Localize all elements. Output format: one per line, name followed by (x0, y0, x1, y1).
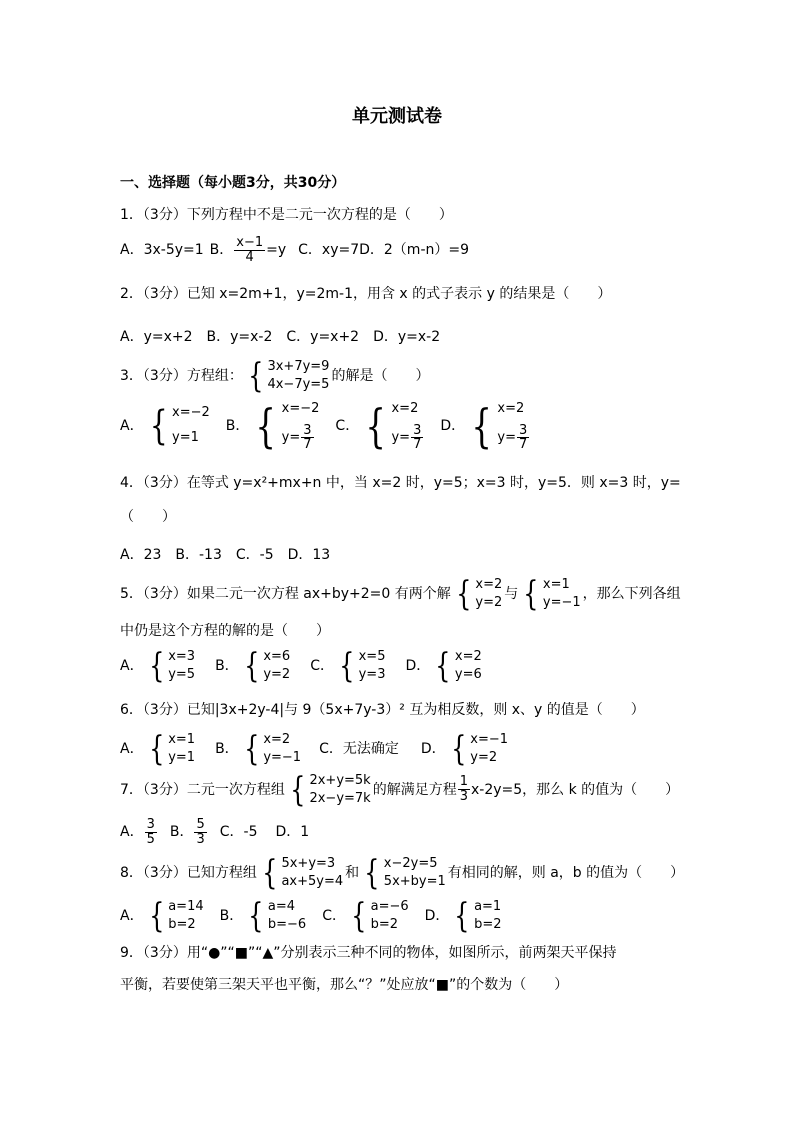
option-b-label: B． (219, 907, 244, 924)
sys-row: y=2 (263, 666, 291, 682)
question-7-stem (120, 769, 680, 810)
option-d-label: D． (440, 417, 466, 434)
equation-1: 5x+y=3 (281, 856, 336, 871)
sys-row: a=−6 (370, 899, 409, 914)
system-2: { x−2y=5 5x+by=1 (364, 852, 446, 893)
question-9-stem: 9．（3分）用“●”“■”“▲”分别表示三种不同的物体，如图所示，前两架天平保持 (120, 945, 617, 961)
question-3-options (120, 400, 532, 452)
sys-row: y= (497, 429, 517, 445)
sys-row: b=2 (474, 916, 502, 932)
option-c: C．无法确定 (319, 740, 399, 757)
option-c-label: C． (335, 417, 360, 434)
question-7-options (120, 818, 309, 846)
equation-2: 2x−y=7k (309, 790, 371, 806)
option-b-label: B． (169, 824, 194, 841)
sys-row: y=6 (454, 666, 482, 682)
question-5-stem (120, 573, 681, 614)
option-b-label: B． (215, 657, 239, 674)
numerator: x−1 (236, 235, 264, 250)
question-2-options: A．y=x+2 B．y=x-2 C．y=x+2 D．y=x-2 (120, 329, 441, 345)
sys-row: y=3 (358, 666, 386, 682)
question-5-suffix: ，那么下列各组 (582, 585, 681, 602)
solution-2-system: { x=1 y=−1 (523, 573, 581, 614)
denominator: 4 (245, 249, 254, 265)
option-a-system: { x=−2 y=1 (149, 402, 210, 449)
question-1-stem: 1．（3分）下列方程中不是二元一次方程的是（ ） (120, 207, 453, 223)
denominator: 5 (146, 831, 155, 847)
numerator: 3 (519, 422, 528, 438)
option-d-system: { x=2 y= $\frac{3}{7}$ (467, 400, 530, 452)
sys-row: x=5 (358, 649, 386, 664)
question-7-connector: 的解满足方程 (372, 781, 457, 798)
equation-1: 2x+y=5k (309, 773, 371, 788)
question-1-options (120, 236, 469, 264)
denominator: 7 (303, 437, 312, 453)
page-title: 单元测试卷 (352, 106, 442, 127)
option-c: C．-5 (219, 824, 258, 841)
equation-2: 4x−7y=5 (267, 376, 330, 392)
option-b-label: B． (225, 417, 250, 434)
option-c-label: C． (310, 657, 334, 674)
question-9-stem-line2: 平衡，若要使第三架天平也平衡，那么“？”处应放“■”的个数为（ ） (120, 977, 569, 993)
option-b-system: { x=6 y=2 (243, 645, 291, 686)
sys-row: x=2 (497, 401, 525, 416)
numerator: 1 (459, 774, 468, 790)
fraction (301, 424, 313, 452)
equation-2: 5x+by=1 (383, 873, 446, 889)
question-6-stem: 6．（3分）已知|3x+2y-4|与 9（5x+7y-3）² 互为相反数，则 x、y 的值是（ ） (120, 702, 645, 718)
option-c-label: C． (322, 907, 346, 924)
denominator: 3 (196, 831, 205, 847)
option-b-system: { a=4 b=−6 (248, 895, 307, 936)
sys-row: y=−1 (542, 594, 581, 610)
option-d: D．2（m-n）=9 (359, 242, 470, 259)
sys-row: y=5 (168, 666, 196, 682)
question-5-prefix: 5．（3分）如果二元一次方程 ax+by+2=0 有两个解 (120, 585, 451, 602)
question-3-suffix: 的解是（ ） (331, 367, 430, 384)
option-a-system: { a=14 b=2 (148, 895, 204, 936)
section-heading: 一、选择题（每小题3分，共30分） (120, 175, 346, 191)
numerator: 5 (196, 817, 205, 832)
option-c: C．xy=7 (298, 242, 360, 259)
sys-row: x=−2 (172, 405, 210, 421)
option-c-system: { a=−6 b=2 (351, 895, 409, 936)
denominator: 7 (519, 437, 528, 453)
option-b-label: B． (215, 740, 239, 757)
equation-1: 3x+7y=9 (267, 359, 330, 374)
solution-1-system: { x=2 y=2 (456, 573, 503, 614)
numerator: 3 (146, 817, 155, 832)
sys-row: y=1 (168, 749, 196, 765)
question-7-prefix: 7．（3分）二元一次方程组 (120, 781, 285, 798)
option-b-system: { x=−2 y= $\frac{3}{7}$ (255, 398, 320, 453)
question-4-answer-blank: （ ） (120, 509, 176, 525)
equation-system: { 3x+7y=9 4x−7y=5 (248, 355, 330, 396)
denominator: 3 (459, 789, 468, 805)
question-6-options (120, 728, 510, 769)
equation-2: ax+5y=4 (281, 873, 344, 889)
option-a-label: A． (120, 417, 144, 434)
sys-row: a=4 (267, 899, 296, 914)
system-1: { 5x+y=3 ax+5y=4 (262, 852, 344, 893)
option-a-system: { x=3 y=5 (148, 645, 196, 686)
sys-row: y= (281, 429, 301, 445)
option-c-system: { x=5 y=3 (339, 645, 386, 686)
sys-row: y=−1 (263, 749, 302, 765)
question-8-stem (120, 852, 685, 893)
sys-row: x=2 (475, 577, 503, 592)
sys-row: a=14 (168, 899, 204, 914)
sys-row: y=2 (470, 749, 498, 765)
option-a-label: A． (120, 740, 144, 757)
question-8-connector: 和 (345, 864, 360, 881)
question-5-stem-line2: 中仍是这个方程的解的是（ ） (120, 623, 330, 639)
option-c-system: { x=2 y= $\frac{3}{7}$ (361, 400, 424, 452)
option-d-system: { x=−1 y=2 (450, 728, 509, 769)
sys-row: x=1 (168, 732, 196, 747)
option-d-system: { x=2 y=6 (435, 645, 482, 686)
equation-system: { 2x+y=5k 2x−y=7k (290, 769, 371, 810)
option-d-label: D． (424, 907, 450, 924)
sys-row: x=−1 (470, 732, 509, 747)
option-a: A．3x-5y=1 (120, 242, 204, 259)
option-d: D．1 (275, 824, 310, 841)
option-b-tail: =y (266, 242, 287, 259)
option-a-label: A． (120, 824, 144, 841)
option-b: B． (209, 242, 234, 259)
fraction (234, 236, 265, 264)
sys-row: y=1 (172, 429, 199, 445)
question-4-options: A．23 B．-13 C．-5 D．13 (120, 547, 331, 563)
fraction (194, 818, 206, 846)
question-5-options (120, 645, 484, 686)
sys-row: b=2 (370, 916, 399, 932)
numerator: 3 (413, 422, 422, 438)
fraction (517, 424, 529, 452)
option-a-label: A． (120, 907, 144, 924)
question-3-stem (120, 355, 430, 396)
denominator: 7 (413, 437, 422, 453)
option-a-system: { x=1 y=1 (148, 728, 196, 769)
numerator: 3 (303, 422, 312, 438)
option-d-label: D． (420, 740, 446, 757)
question-2-stem: 2．（3分）已知 x=2m+1，y=2m-1，用含 x 的式子表示 y 的结果是（ ） (120, 286, 612, 302)
sys-row: x=3 (168, 649, 196, 664)
option-d-label: D． (405, 657, 431, 674)
sys-row: x=6 (263, 649, 291, 664)
sys-row: y=2 (475, 594, 503, 610)
question-8-suffix: 有相同的解，则 a，b 的值为（ ） (447, 864, 685, 881)
sys-row: x=−2 (281, 401, 320, 416)
sys-row: y= (391, 429, 411, 445)
sys-row: b=2 (168, 916, 196, 932)
sys-row: x=1 (542, 577, 570, 592)
question-4-stem: 4．（3分）在等式 y=x²+mx+n 中，当 x=2 时，y=5；x=3 时，y=5．则 x=3 时，y= (120, 475, 681, 491)
question-8-options (120, 895, 503, 936)
sys-row: x=2 (263, 732, 291, 747)
option-b-system: { x=2 y=−1 (243, 728, 302, 769)
question-8-prefix: 8．（3分）已知方程组 (120, 864, 257, 881)
sys-row: x=2 (391, 401, 419, 416)
option-a-label: A． (120, 657, 144, 674)
question-5-connector: 与 (504, 585, 519, 602)
option-d-system: { a=1 b=2 (454, 895, 502, 936)
fraction (458, 775, 470, 803)
sys-row: a=1 (474, 899, 502, 914)
fraction (145, 818, 157, 846)
equation-1: x−2y=5 (383, 856, 438, 871)
sys-row: x=2 (454, 649, 482, 664)
question-7-suffix: x-2y=5，那么 k 的值为（ ） (471, 781, 680, 798)
fraction (411, 424, 423, 452)
question-3-prefix: 3．（3分）方程组： (120, 367, 243, 384)
sys-row: b=−6 (267, 916, 307, 932)
